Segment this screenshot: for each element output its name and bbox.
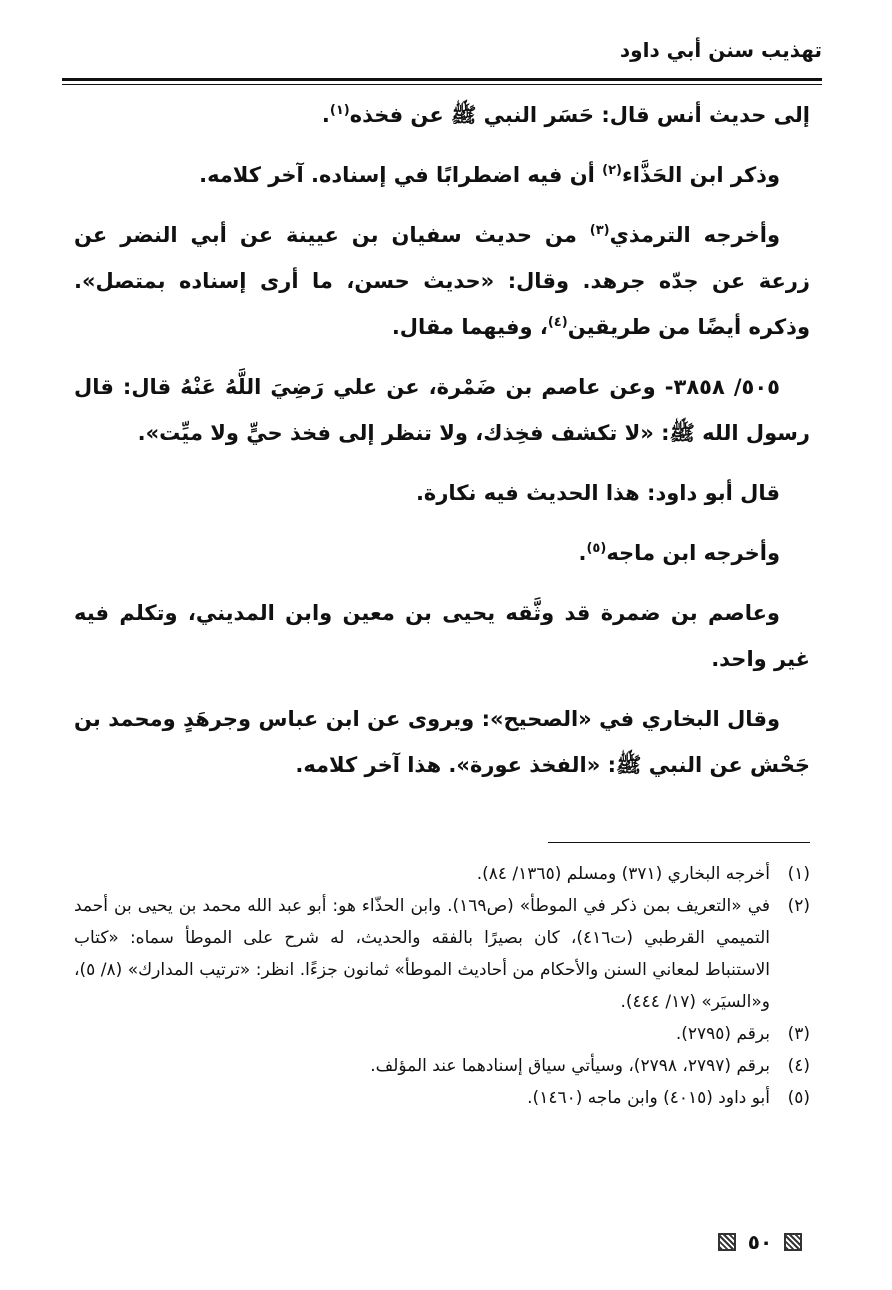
footnote-item (74, 858, 810, 890)
paragraph-asim-grading: وعاصم بن ضمرة قد وثَّقه يحيى بن معين وابن المديني، وتكلم فيه غير واحد. (74, 601, 810, 671)
paragraph-ibn-majah (74, 530, 810, 576)
paragraph-bukhari: وقال البخاري في «الصحيح»: ويروى عن ابن عباس وجرهَدٍ ومحمد بن جَحْش عن النبي ﷺ: «الفخذ عورة». هذا آخر كلامه. (74, 707, 810, 777)
footnote-number: (٤) (787, 1056, 810, 1076)
footnote-ref-5[interactable]: (٥) (586, 541, 607, 556)
paragraph-3-text-a: وأخرجه الترمذي (609, 223, 780, 247)
footnote-number: (٣) (787, 1024, 810, 1044)
footnote-number: (١) (787, 864, 810, 884)
paragraph-1-text-b: . (321, 103, 330, 127)
footnote-text: برقم (٢٧٩٥). (675, 1024, 770, 1044)
footnotes (74, 858, 810, 1114)
footnote-separator (548, 842, 810, 843)
page-number: ٥٠ (747, 1230, 773, 1254)
hadith-paragraph: ٥٠٥/ ٣٨٥٨- وعن عاصم بن ضَمْرة، عن علي رَضِيَ اللَّهُ عَنْهُ قال: قال رسول الله ﷺ: «لا تكشف فخِذك، ولا تنظر إلى فخذ حيٍّ ولا ميِّت». (74, 375, 810, 445)
footnote-text: أبو داود (٤٠١٥) وابن ماجه (١٤٦٠). (527, 1088, 770, 1108)
main-text (74, 92, 810, 802)
footnote-number: (٥) (787, 1088, 810, 1108)
footnote-text: برقم (٢٧٩٧، ٢٧٩٨)، وسيأتي سياق إسنادهما عند المؤلف. (370, 1056, 770, 1076)
footnote-number: (٢) (787, 896, 810, 916)
footnote-item (74, 1018, 810, 1050)
paragraph-abu-dawud-note: قال أبو داود: هذا الحديث فيه نكارة. (415, 481, 780, 505)
footnote-item (74, 1050, 810, 1082)
paragraph-6-text-a: وأخرجه ابن ماجه (606, 541, 780, 565)
paragraph-3-text-c: ، وفيهما مقال. (391, 315, 548, 339)
footnote-item (74, 890, 810, 1018)
paragraph-3-text-b: من حديث سفيان بن عيينة عن أبي النضر عن زرعة عن جدّه جرهد. وقال: «حديث حسن، ما أرى إسناده بمتصل». وذكره أيضًا من طريقين (74, 223, 810, 339)
footnote-text: أخرجه البخاري (٣٧١) ومسلم (١٣٦٥/ ٨٤). (476, 864, 770, 884)
ornament-icon (784, 1233, 802, 1251)
ornament-icon (718, 1233, 736, 1251)
paragraph-1-text-a: إلى حديث أنس قال: حَسَر النبي ﷺ عن فخذه (349, 103, 810, 127)
page-number-block (700, 1224, 820, 1260)
footnote-ref-4[interactable]: (٤) (547, 315, 568, 330)
footnote-ref-3[interactable]: (٣) (589, 223, 610, 238)
header-rule-thin (62, 84, 822, 85)
paragraph-2-text-a: وذكر ابن الحَذَّاء (622, 163, 780, 187)
paragraph-2-text-b: أن فيه اضطرابًا في إسناده. آخر كلامه. (199, 163, 603, 187)
footnote-ref-1[interactable]: (١) (329, 103, 350, 118)
footnote-item (74, 1082, 810, 1114)
paragraph-3 (74, 212, 810, 350)
paragraph-1 (74, 92, 810, 138)
paragraph-6-text-b: . (578, 541, 587, 565)
footnote-ref-2[interactable]: (٢) (602, 163, 622, 178)
paragraph-2 (74, 152, 810, 198)
header-rule-thick (62, 78, 822, 81)
footnote-text: في «التعريف بمن ذكر في الموطأ» (ص١٦٩). وابن الحذّاء هو: أبو عبد الله محمد بن يحيى بن أحمد التميمي القرطبي (ت٤١٦)، كان بصيرًا بالفقه والحديث، له شرح على الموطأ سماه: «كتاب الاستنباط لمعاني السنن والأحكام من أحاديث الموطأ» ثمانون جزءًا. انظر: «ترتيب المدارك» (٨/ ٥)، و«السيَر» (١٧/ ٤٤٤). (74, 896, 770, 1012)
running-head-title: تهذيب سنن أبي داود (619, 38, 822, 62)
